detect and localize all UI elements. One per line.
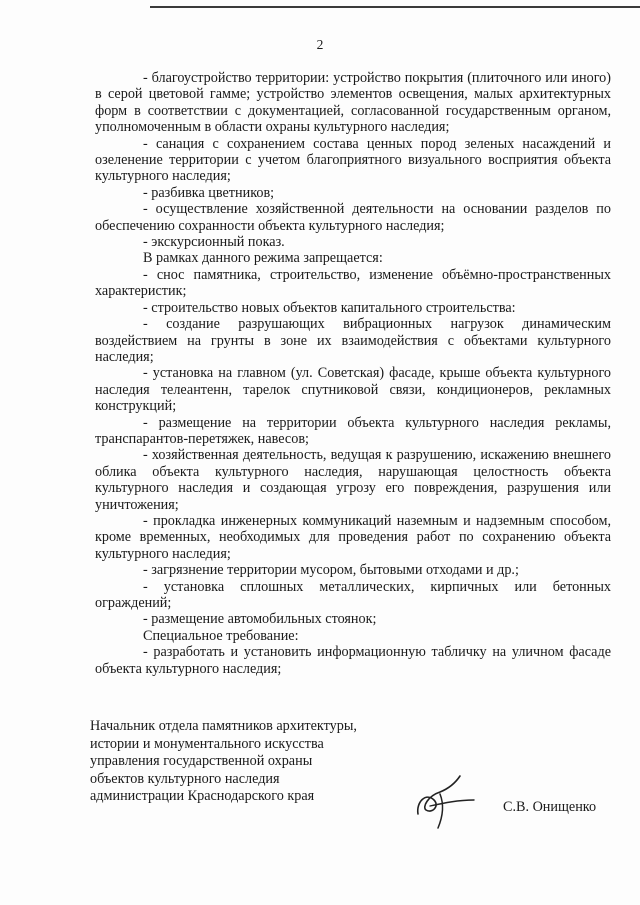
signer-name: С.В. Онищенко	[503, 799, 597, 815]
position-line: истории и монументального искусства	[90, 735, 324, 752]
position-line: управления государственной охраны	[90, 753, 313, 770]
paragraph: - установка на главном (ул. Советская) фасаде, крыше объекта культурного наследия телеантенн, тарелок спутниковой связи, кондиционеров, рекламных конструкций;	[95, 365, 611, 415]
paragraph: Специальное требование:	[143, 627, 299, 644]
paragraph: - размещение автомобильных стоянок;	[143, 611, 377, 628]
paragraph: - хозяйственная деятельность, ведущая к разрушению, искажению внешнего облика объекта культурного наследия, нарушающая целостность объекта культурного наследия и создающая угрозу его повреждения, разрушения или уничтожения;	[95, 447, 611, 513]
paragraph: - прокладка инженерных коммуникаций наземным и надземным способом, кроме временных, необходимых для проведения работ по сохранению объекта культурного наследия;	[95, 512, 611, 562]
position-line: Начальник отдела памятников архитектуры,	[90, 718, 357, 734]
signatory-position	[90, 718, 357, 806]
document-body	[95, 70, 611, 677]
scan-top-edge-line	[150, 6, 640, 8]
handwritten-signature	[410, 770, 480, 830]
paragraph: - разработать и установить информационную табличку на уличном фасаде объекта культурного наследия;	[95, 644, 611, 677]
position-line: объектов культурного наследия	[90, 770, 280, 787]
paragraph: - благоустройство территории: устройство покрытия (плиточного или иного) в серой цветовой гамме; устройство элементов освещения, малых архитектурных форм в соответствии с документацией, согласованной государственным органом, уполномоченным в области охраны культурного наследия;	[95, 70, 611, 136]
paragraph: - экскурсионный показ.	[143, 234, 285, 251]
paragraph: - снос памятника, строительство, изменение объёмно-пространственных характеристик;	[95, 266, 611, 300]
paragraph: В рамках данного режима запрещается:	[143, 250, 383, 267]
paragraph: - загрязнение территории мусором, бытовыми отходами и др.;	[143, 562, 519, 579]
paragraph: - размещение на территории объекта культурного наследия рекламы, транспарантов-перетяжек, навесов;	[95, 414, 611, 447]
paragraph: - строительство новых объектов капитального строительства:	[143, 299, 516, 316]
page-number: 2	[316, 37, 324, 52]
paragraph: - санация с сохранением состава ценных пород зеленых насаждений и озеленение территории с учетом благоприятного визуального восприятия объекта культурного наследия;	[95, 135, 611, 185]
paragraph: - установка сплошных металлических, кирпичных или бетонных ограждений;	[95, 578, 611, 611]
paragraph: - осуществление хозяйственной деятельности на основании разделов по обеспечению сохранности объекта культурного наследия;	[95, 201, 611, 234]
paragraph: - разбивка цветников;	[143, 184, 275, 201]
paragraph: - создание разрушающих вибрационных нагрузок динамическим воздействием на грунты в зоне их взаимодействия с объектами культурного наследия;	[95, 316, 611, 365]
position-line: администрации Краснодарского края	[90, 788, 315, 805]
